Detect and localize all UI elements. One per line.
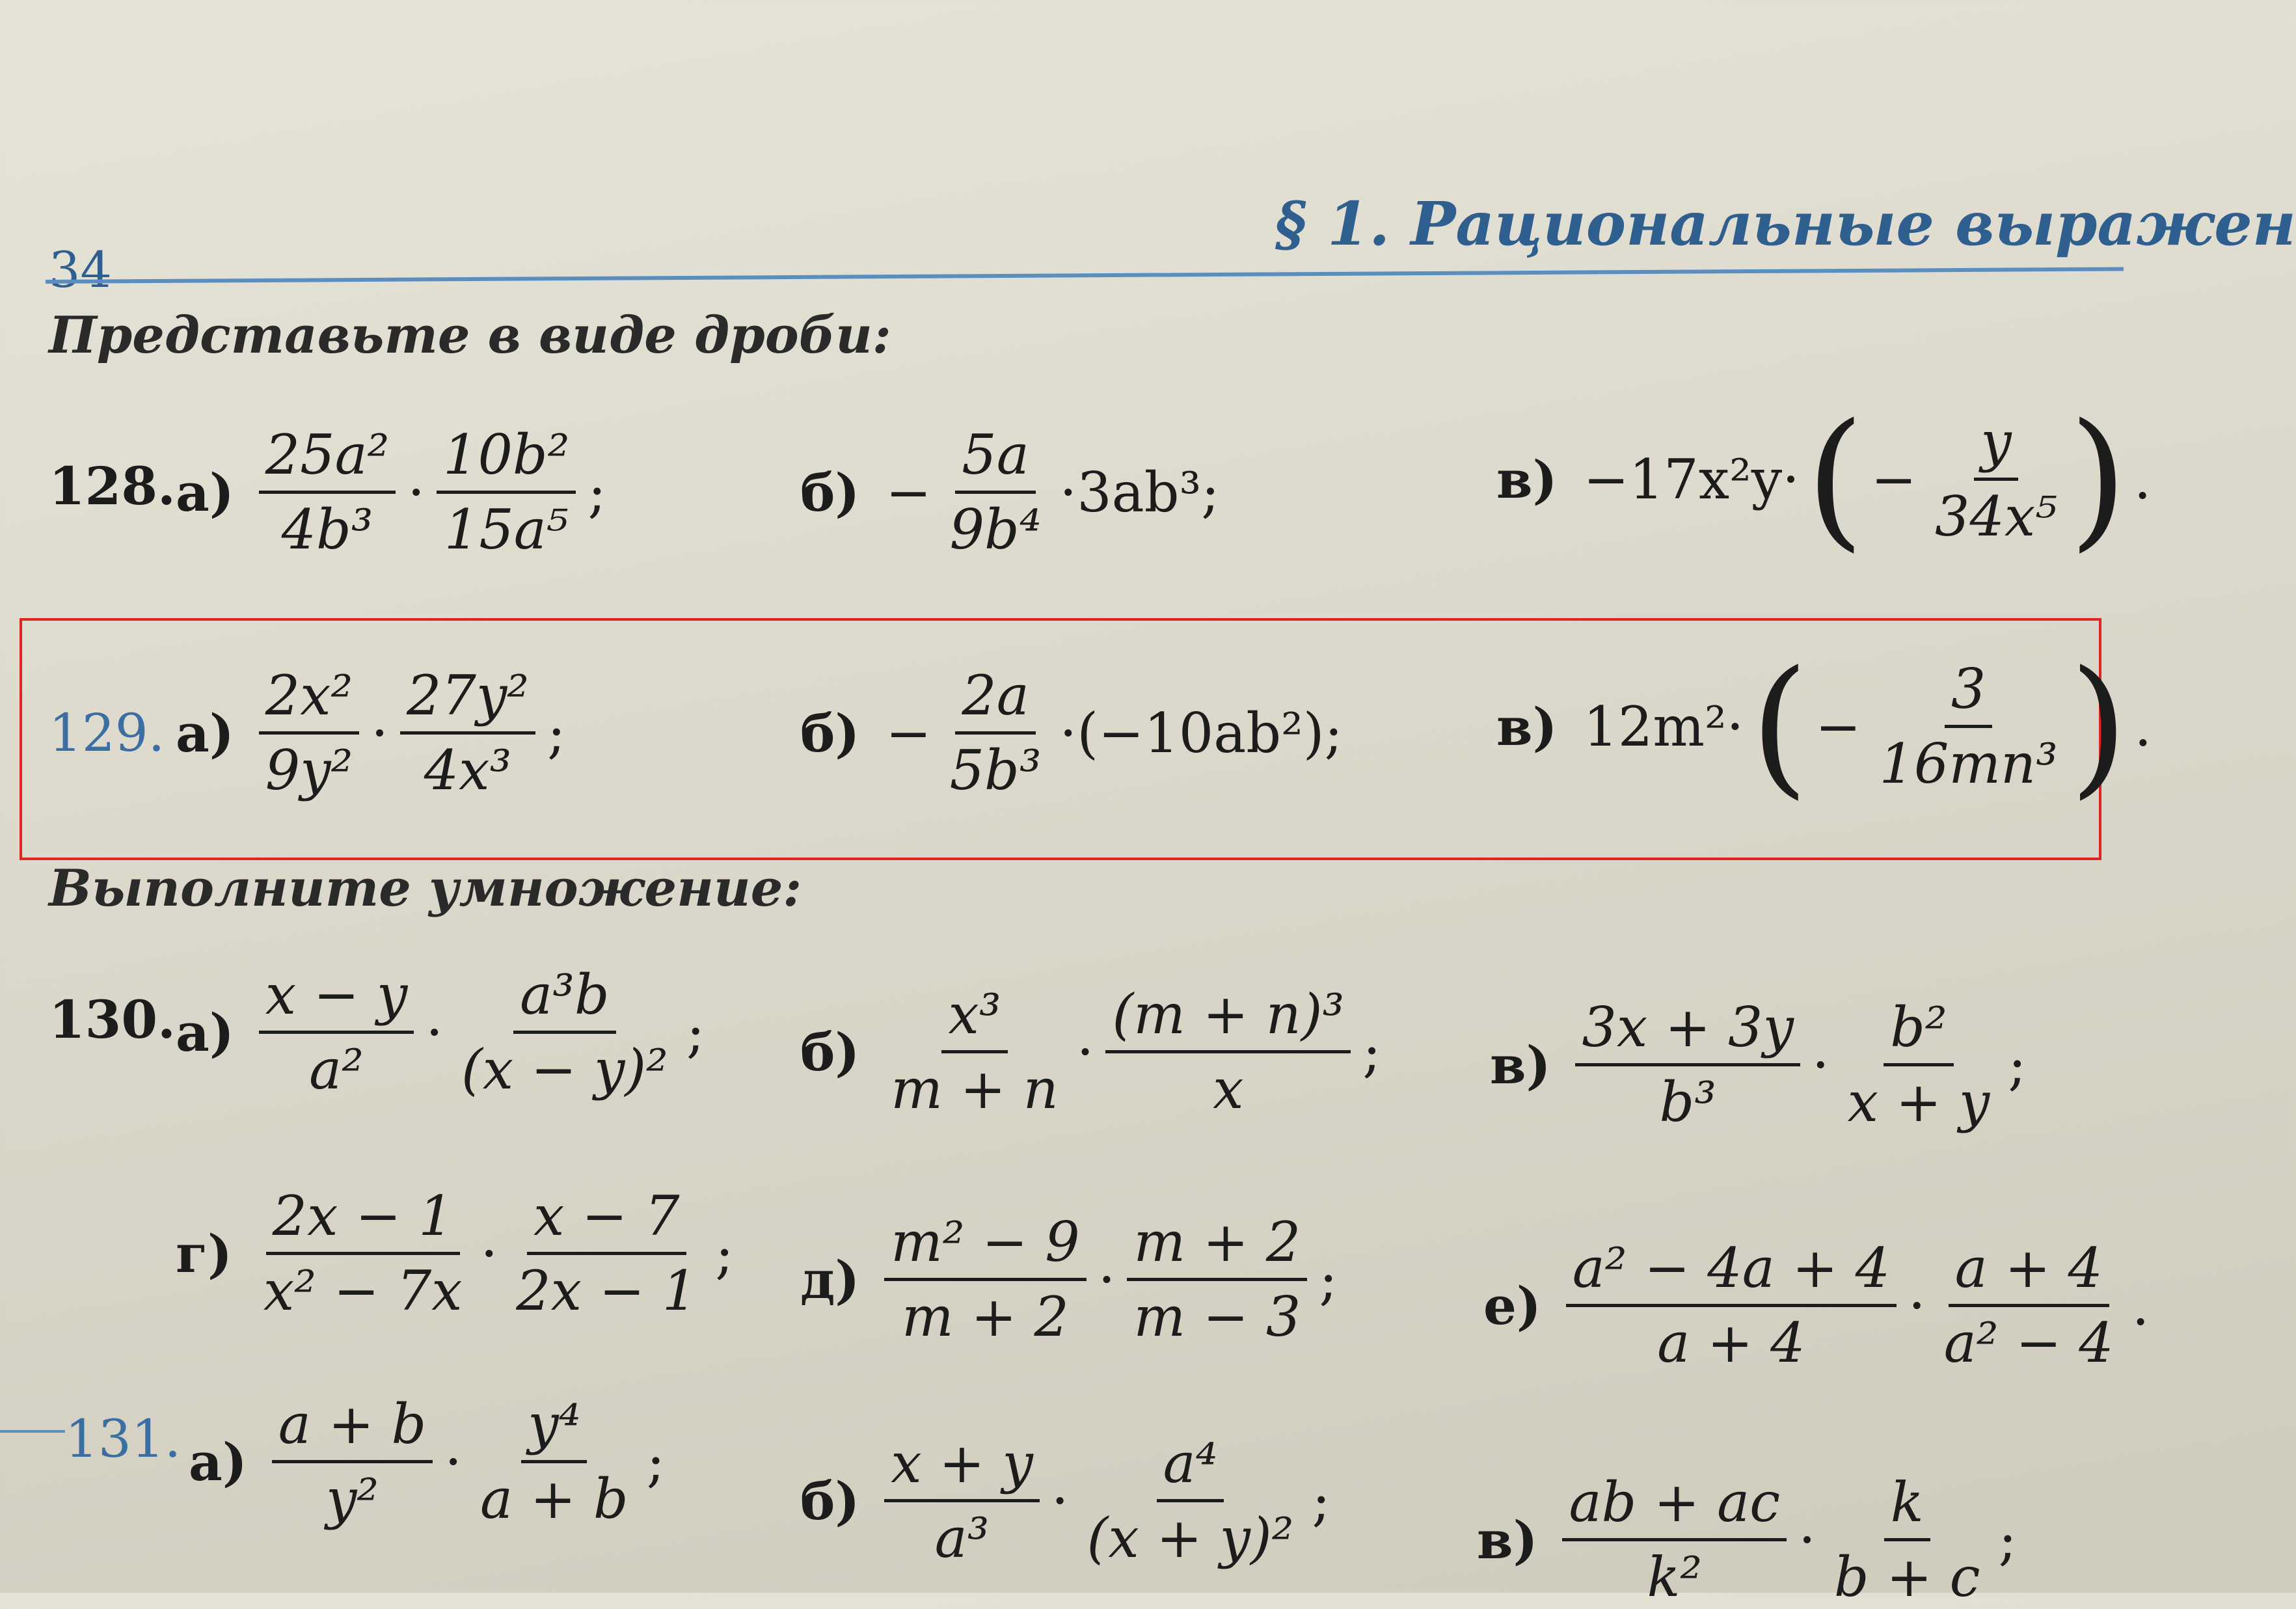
denominator: x + y [1847, 1070, 1990, 1134]
fraction [509, 1184, 703, 1323]
prefix: −17x²y· [1583, 447, 1800, 511]
numerator: x + y [884, 1431, 1040, 1502]
right-paren: ) [2069, 639, 2128, 813]
numerator: a³b [513, 963, 616, 1034]
fraction [884, 982, 1065, 1121]
operator: · [1908, 1273, 1926, 1338]
fraction [1105, 982, 1351, 1121]
fraction [1828, 1470, 1987, 1609]
fraction [1872, 657, 2064, 796]
numerator: a + b [272, 1392, 433, 1463]
part-label: а) [176, 702, 234, 764]
terminator: ; [686, 1000, 705, 1064]
inner-prefix: − [1815, 694, 1861, 759]
prefix: − [885, 460, 932, 524]
numerator: m² − 9 [884, 1210, 1087, 1281]
prefix: 12m²· [1583, 694, 1744, 759]
problem-number-128: 128. [49, 455, 176, 517]
numerator: y [1974, 410, 2018, 481]
expression [879, 664, 1349, 802]
left-paren: ( [1750, 639, 1809, 813]
part-label: г) [176, 1223, 232, 1284]
terminator: ; [646, 1429, 665, 1494]
operator: · [371, 701, 388, 765]
denominator: a² [309, 1038, 364, 1102]
margin-line [0, 1430, 65, 1433]
operator: · [407, 460, 425, 524]
denominator: (x + y)² [1087, 1506, 1294, 1570]
denominator: x² − 7x [263, 1259, 463, 1323]
fraction [259, 664, 360, 802]
expression [1570, 995, 2033, 1134]
denominator: a + b [480, 1467, 628, 1531]
numerator: 5a [955, 423, 1036, 494]
part-label: а) [176, 1001, 234, 1063]
fraction [1562, 1470, 1787, 1609]
problem-130-part-c [1490, 995, 2033, 1134]
terminator: ; [547, 701, 566, 765]
expression [254, 423, 613, 561]
terminator: . [2133, 447, 2152, 511]
part-label: в) [1496, 696, 1558, 757]
problem-131-part-c [1477, 1470, 2023, 1609]
terminator: ; [588, 460, 606, 524]
terminator: ; [2008, 1033, 2027, 1097]
fraction [1928, 410, 2064, 548]
fraction [272, 1392, 433, 1531]
denominator: a² − 4 [1943, 1311, 2114, 1375]
numerator: (m + n)³ [1105, 982, 1351, 1053]
header-rule [46, 267, 2124, 284]
denominator: 34x⁵ [1935, 485, 2057, 548]
fraction [1575, 995, 1800, 1134]
expression [879, 1431, 1336, 1570]
instruction-represent-as-fraction: Представьте в виде дроби: [49, 306, 891, 365]
numerator: y⁴ [521, 1392, 587, 1463]
problem-129-part-a [176, 664, 572, 802]
expression [254, 963, 711, 1102]
expression [879, 982, 1387, 1121]
problem-130-part-b [800, 982, 1388, 1121]
expression [1557, 1470, 2023, 1609]
problem-number-131: 131. [65, 1409, 182, 1469]
terminator: ; [1319, 1247, 1338, 1312]
problem-130-part-e [800, 1210, 1344, 1349]
problem-129-part-b [800, 664, 1349, 802]
fraction [474, 1392, 635, 1531]
terminator: . [2131, 1273, 2150, 1338]
denominator: k² [1647, 1545, 1703, 1609]
numerator: x³ [941, 982, 1007, 1053]
part-label: е) [1483, 1275, 1541, 1336]
expression [879, 423, 1226, 561]
expression [252, 1184, 740, 1323]
fraction [1841, 995, 1997, 1134]
fraction [257, 1184, 469, 1323]
part-label: в) [1477, 1509, 1538, 1571]
denominator: x [1213, 1057, 1244, 1121]
expression [267, 1392, 671, 1531]
denominator: a³ [934, 1506, 990, 1570]
denominator: (x − y)² [461, 1038, 668, 1102]
terminator: ; [1312, 1468, 1330, 1533]
operator: · [1051, 1468, 1069, 1533]
denominator: b³ [1659, 1070, 1716, 1134]
problem-number-130: 130. [49, 989, 176, 1050]
fraction [1127, 1210, 1307, 1349]
expression [1561, 1236, 2156, 1375]
numerator: 25a² [259, 423, 396, 494]
numerator: a² − 4a + 4 [1566, 1236, 1897, 1307]
denominator: m + 2 [902, 1285, 1069, 1349]
denominator: 5b³ [949, 738, 1042, 802]
fraction [259, 963, 414, 1102]
operator: · [1098, 1247, 1116, 1312]
operator: · [1811, 1033, 1830, 1097]
fraction [943, 664, 1048, 802]
problem-131-part-a [189, 1392, 671, 1531]
problem-130-part-f [1483, 1236, 2155, 1375]
problem-128-part-c [1496, 392, 2157, 566]
part-label: в) [1496, 448, 1558, 510]
left-paren: ( [1805, 392, 1865, 566]
fraction [437, 423, 576, 561]
prefix: − [885, 701, 932, 765]
denominator: 16mn³ [1879, 732, 2058, 796]
fraction [884, 1210, 1087, 1349]
part-label: б) [800, 1021, 860, 1083]
numerator: a⁴ [1157, 1431, 1224, 1502]
numerator: a + 4 [1949, 1236, 2109, 1307]
part-label: в) [1490, 1034, 1551, 1096]
problem-131-part-b [800, 1431, 1337, 1570]
terminator: ; [715, 1221, 734, 1286]
denominator: m − 3 [1133, 1285, 1301, 1349]
expression [879, 1210, 1344, 1349]
section-title: § 1. Рациональные выражен [1275, 189, 2296, 259]
instruction-perform-multiplication: Выполните умножение: [49, 859, 802, 918]
denominator: 4x³ [424, 738, 512, 802]
numerator: ab + ac [1562, 1470, 1787, 1541]
problem-129-part-c [1496, 639, 2158, 813]
operator: · [1076, 1020, 1094, 1084]
part-label: б) [800, 461, 860, 523]
right-paren: ) [2068, 392, 2127, 566]
numerator: 2x − 1 [266, 1184, 460, 1255]
terminator: ; [1998, 1508, 2017, 1572]
fraction [259, 423, 396, 561]
denominator: 2x − 1 [516, 1259, 697, 1323]
operator: · [444, 1429, 463, 1494]
fraction [1938, 1236, 2120, 1375]
numerator: x − 7 [527, 1184, 686, 1255]
fraction [400, 664, 535, 802]
inner-prefix: − [1871, 447, 1917, 511]
numerator: x − y [259, 963, 414, 1034]
fraction [1081, 1431, 1301, 1570]
fraction [1566, 1236, 1897, 1375]
problem-128-part-b [800, 423, 1226, 561]
part-label: д) [800, 1249, 860, 1310]
operator: · [425, 1000, 444, 1064]
numerator: 3x + 3y [1575, 995, 1800, 1066]
page-number: 34 [49, 241, 112, 299]
terminator: . [2134, 694, 2152, 759]
problem-130-part-d [176, 1184, 740, 1323]
denominator: m + n [891, 1057, 1059, 1121]
operator: · [480, 1221, 498, 1286]
numerator: 27y² [400, 664, 535, 735]
numerator: b² [1884, 995, 1953, 1066]
expression [1576, 639, 2158, 813]
fraction [884, 1431, 1040, 1570]
denominator: y² [325, 1467, 379, 1531]
fraction [455, 963, 675, 1102]
problem-number-129: 129. [49, 703, 165, 763]
denominator: 9y² [265, 738, 353, 802]
denominator: a + 4 [1657, 1311, 1805, 1375]
numerator: 2x² [259, 664, 360, 735]
denominator: 9b⁴ [949, 498, 1042, 561]
denominator: 15a⁵ [444, 498, 569, 561]
part-label: б) [800, 1470, 860, 1532]
numerator: 2a [955, 664, 1036, 735]
suffix: ·(−10ab²); [1059, 701, 1343, 765]
terminator: ; [1362, 1020, 1381, 1084]
problem-130-part-a [176, 963, 711, 1102]
numerator: 3 [1945, 657, 1992, 728]
operator: · [1798, 1508, 1816, 1572]
denominator: 4b³ [281, 498, 373, 561]
expression [1576, 392, 2157, 566]
part-label: а) [176, 461, 234, 523]
expression [254, 664, 573, 802]
numerator: k [1884, 1470, 1930, 1541]
part-label: а) [189, 1431, 247, 1493]
problem-128-part-a [176, 423, 613, 561]
suffix: ·3ab³; [1059, 460, 1220, 524]
numerator: m + 2 [1127, 1210, 1307, 1281]
numerator: 10b² [437, 423, 576, 494]
part-label: б) [800, 702, 860, 764]
fraction [943, 423, 1048, 561]
denominator: b + c [1833, 1545, 1980, 1609]
